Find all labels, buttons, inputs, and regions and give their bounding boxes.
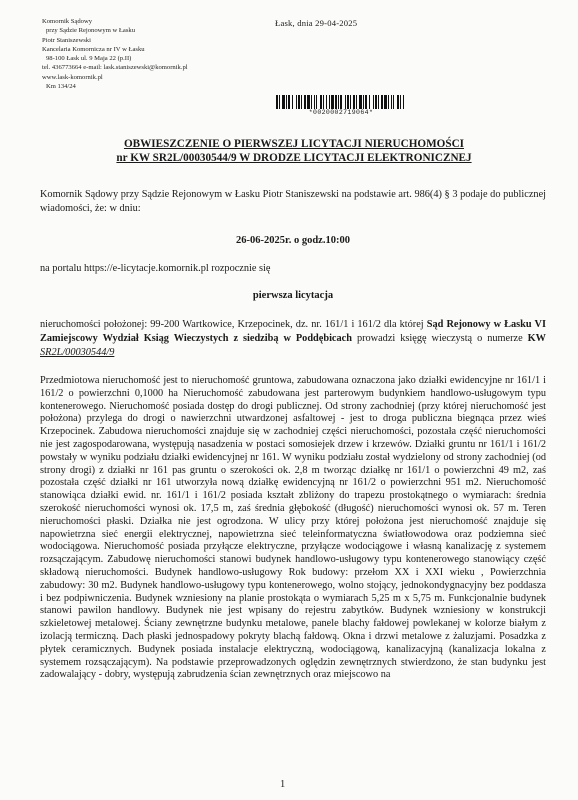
auction-kind: pierwsza licytacja: [252, 290, 334, 301]
barcode-bar: [391, 95, 392, 109]
letterhead-line: Piotr Staniszewski: [42, 36, 91, 44]
case-number: Km 134/24: [46, 83, 76, 91]
barcode-bar: [331, 95, 334, 109]
barcode-bar: [304, 95, 306, 109]
auction-date: 26-06-2025r. o godz.10:00: [236, 235, 350, 246]
notice-subtitle: nr KW SR2L/00030544/9 W DRODZE LICYTACJI ELEKTRONICZNEJ: [116, 152, 472, 164]
barcode-bar: [279, 95, 280, 109]
barcode-bar: [365, 95, 367, 109]
letterhead-line: 98-100 Łask ul. 9 Maja 22 (p.II): [46, 55, 132, 63]
barcode-bar: [296, 95, 297, 109]
barcode-bar: [314, 95, 315, 109]
barcode-bar: [340, 95, 342, 109]
barcode-bar: [311, 95, 312, 109]
barcode-bar: [276, 95, 278, 109]
property-text: nieruchomości położonej: 99-200 Wartkowice, Krzepocinek, dz. nr. 161/1 i 161/2 dla której: [40, 319, 427, 330]
barcode-bar: [350, 95, 351, 109]
letterhead-line: przy Sądzie Rejonowym w Łasku: [46, 27, 135, 35]
barcode-bar: [403, 95, 404, 109]
barcode-bar: [384, 95, 387, 109]
place-and-date: Łask, dnia 29-04-2025: [275, 18, 358, 28]
barcode-bar: [369, 95, 370, 109]
intro-paragraph: Komornik Sądowy przy Sądzie Rejonowym w Łasku Piotr Staniszewski na podstawie art. 986(4) § 3 podaje do publicznej wiadomości, że: w dniu:: [40, 189, 546, 215]
notice-title: OBWIESZCZENIE O PIERWSZEJ LICYTACJI NIERUCHOMOŚCI: [123, 138, 465, 150]
barcode-bar: [393, 95, 394, 109]
barcode-text: *0020002719064*: [275, 109, 407, 116]
barcode-bar: [292, 95, 293, 109]
barcode-bar: [353, 95, 355, 109]
barcode-bar: [388, 95, 389, 109]
land-registry-court: Sąd Rejonowy w Łasku VI Zamiejscowy Wydział Ksiąg Wieczystych z siedzibą w Poddębicach: [40, 319, 546, 345]
barcode-bar: [356, 95, 357, 109]
document-barcode: [275, 95, 407, 117]
barcode-bar: [335, 95, 337, 109]
barcode-bar: [286, 95, 287, 109]
page-number: 1: [280, 779, 286, 790]
barcode-bar: [400, 95, 401, 109]
barcode-bar: [347, 95, 349, 109]
property-description: Przedmiotowa nieruchomość jest to nieruchomość gruntowa, zabudowana oznaczona jako działki ewidencyjne nr 161/1 i 161/2 o powierzchni 0,1000 ha Nieruchomość zabudowana jest parterowym budynkiem handlowo-usługowym typu kontenerowego. Nieruchomość posiada dostęp do drogi publicznej. Od strony zachodniej (przy której nieruchomość jest położona) przylega do drogi o nawierzchni utwardzonej asfaltowej - jest to droga publiczna biegnąca przez wieś Krzepocinek. Zabudowa nieruchomości znajduje się w zachodniej części nieruchomości, pozostała część nieruchomości nie jest zagospodarowana, występują nasadzenia w postaci somosiejek drzew i krzewów. Działki gruntu nr 161/1 i 161/2 powstały w wyniku podziału działki ewidencyjnej nr 161. W wyniku podziału został wydzielony od strony zachodniej (od strony drogi) z działki nr 161 pas gruntu o szerokości ok. 2,8 m tworząc działkę nr 161/1 o powierzchni 49 m2, zaś pozostała część działki nr 161 utworzyła nową działkę ewidencyjną nr 161/2 o powierzchni 951 m2. Nieruchomość stanowiąca działki ewid. nr. 161/1 i 161/2 posiada kształt zbliżony do trapezu prostokątnego o wymiarach: średnia szerokość nieruchomości wynosi ok. 17,5 m, zaś średnia głębokość (długość) nieruchomości wynosi ok. 57 m. Teren nieruchomości płaski. Działka nie jest ogrodzona. W ulicy przy której położona jest nieruchomość znajduje się napowietrzna sieć energii elektrycznej, napowietrzna sieć teleinformatyczna światłowodowa oraz podziemna sieć wodociągowa. Nieruchomość posiada przyłącze elektryczne, przyłącze wodociągowe i własną kanalizację z systemem rozsączającym. Zabudowę nieruchomości stanowi budynek handlowo-usługowy typu kontenerowego stanowiący część składową nieruchomości. Budynek handlowo-usługowy Rok budowy: przełom XX i XXI wieku , Powierzchnia zabudowy: 30 m2. Budynek handlowo-usługowy typu kontenerowego, wolno stojący, jednokondygnacyjny bez poddasza i bez podpiwniczenia. Budynek wzniesiony na planie prostokąta o wymiarach 5,25 m x 5,75 m. Funkcjonalnie budynek stanowi pawilon handlowy. Budynek nie jest wpisany do rejestru zabytków. Budynek wzniesiony w konstrukcji szkieletowej metalowej. Ściany zewnętrzne budynku metalowe, panele blachy fałdowej powlekanej w kolorze białym z izolacją termiczną. Dach płaski jednospadowy pokryty blachą fałdową. Okna i drzwi metalowe z żaluzjami. Posadzka z płytek ceramicznych. Budynek posiada instalacje elektryczną, wodociągową, kanalizacyjną (kanalizacja lokalna z systemem rozsączającym). Na podstawie przeprowadzonych oględzin zewnętrznych stwierdzono, że stan budynku jest zadowalający - dobry, występują zabrudzenia ścian zewnętrznych oraz miejscowo na: [40, 375, 546, 681]
barcode-bar: [375, 95, 377, 109]
barcode-bar: [397, 95, 399, 109]
kw-label: KW: [527, 333, 546, 345]
bailiff-letterhead: [42, 17, 188, 91]
barcode-bar: [288, 95, 290, 109]
barcode-bar: [323, 95, 324, 109]
property-paragraph: [40, 318, 546, 361]
letterhead-line: Kancelaria Komornicza nr IV w Łasku: [42, 45, 145, 53]
barcode-bar: [359, 95, 362, 109]
letterhead-line: www.lask-komornik.pl: [42, 73, 103, 81]
barcode-bar: [381, 95, 383, 109]
barcode-bar: [282, 95, 285, 109]
barcode-bar: [326, 95, 327, 109]
letterhead-line: Komornik Sądowy: [42, 18, 93, 25]
portal-line: na portalu https://e-licytacje.komornik.pl rozpocznie się: [40, 263, 271, 274]
barcode-bar: [345, 95, 346, 109]
barcode-bar: [378, 95, 379, 109]
barcode-bars: [275, 95, 407, 109]
letterhead-line: tel. 436773664 e-mail: lask.staniszewski@komornik.pl: [42, 64, 188, 72]
barcode-bar: [338, 95, 339, 109]
kw-number: SR2L/00030544/9: [40, 347, 115, 359]
barcode-bar: [316, 95, 317, 109]
property-text-2: prowadzi księgę wieczystą o numerze: [351, 333, 528, 345]
barcode-bar: [307, 95, 310, 109]
barcode-bar: [329, 95, 330, 109]
barcode-bar: [301, 95, 302, 109]
barcode-bar: [298, 95, 300, 109]
barcode-bar: [373, 95, 374, 109]
barcode-bar: [363, 95, 364, 109]
barcode-bar: [320, 95, 322, 109]
